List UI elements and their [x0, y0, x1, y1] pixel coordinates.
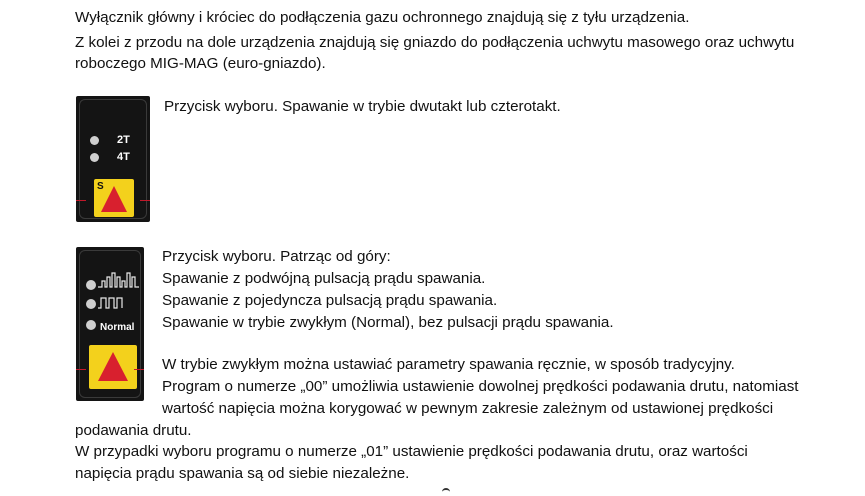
led-single-pulse-icon	[86, 299, 96, 309]
panel-pulse-mode-image	[76, 247, 144, 401]
left-arrow-marker	[76, 369, 86, 370]
led-2t-icon	[90, 136, 99, 145]
panel1-description: Przycisk wyboru. Spawanie w trybie dwutakt lub czterotakt.	[164, 98, 561, 115]
body-line-3: wartość napięcia można korygować w pewnym zakresie zależnym od ustawionej prędkości	[162, 400, 774, 417]
led-label-2t: 2T	[117, 134, 130, 146]
body-line-4: podawania drutu.	[75, 422, 192, 439]
body-line-2: Program o numerze „00” umożliwia ustawienie dowolnej prędkości podawania drutu, natomiast	[162, 378, 799, 395]
select-mode-button	[89, 345, 137, 389]
body-line-1: W trybie zwykłym można ustawiać parametry spawania ręcznie, w sposób tradycyjny.	[162, 356, 735, 373]
intro-line-2: Z kolei z przodu na dole urządzenia znajdują się gniazdo do podłączenia uchwytu masowego oraz uchwytu	[75, 34, 795, 51]
intro-line-3: roboczego MIG-MAG (euro-gniazdo).	[75, 55, 326, 72]
left-arrow-marker	[76, 200, 86, 201]
page-number-fragment	[442, 488, 450, 496]
led-label-4t: 4T	[117, 151, 130, 163]
panel2-description-3: Spawanie z pojedyncza pulsacją prądu spawania.	[162, 292, 498, 309]
led-label-normal: Normal	[100, 322, 135, 333]
led-normal-icon	[86, 320, 96, 330]
panel2-description-1: Przycisk wyboru. Patrząc od góry:	[162, 248, 391, 265]
button-letter-s: S	[97, 181, 104, 192]
double-pulse-icon	[98, 270, 140, 288]
body-line-6: napięcia prądu spawania są od siebie niezależne.	[75, 465, 410, 482]
triangle-up-icon	[94, 179, 134, 217]
led-double-pulse-icon	[86, 280, 96, 290]
single-pulse-icon	[98, 295, 124, 309]
right-arrow-marker	[134, 369, 144, 370]
body-line-5: W przypadki wyboru programu o numerze „01” ustawienie prędkości podawania drutu, oraz wartości	[75, 443, 748, 460]
intro-line-1: Wyłącznik główny i króciec do podłączenia gazu ochronnego znajdują się z tyłu urządzenia.	[75, 9, 690, 26]
panel2-description-4: Spawanie w trybie zwykłym (Normal), bez pulsacji prądu spawania.	[162, 314, 614, 331]
panel2-description-2: Spawanie z podwójną pulsacją prądu spawania.	[162, 270, 486, 287]
triangle-up-icon	[89, 345, 137, 389]
led-4t-icon	[90, 153, 99, 162]
select-s-button	[94, 179, 134, 217]
right-arrow-marker	[140, 200, 150, 201]
panel-2t-4t-image	[76, 96, 150, 222]
